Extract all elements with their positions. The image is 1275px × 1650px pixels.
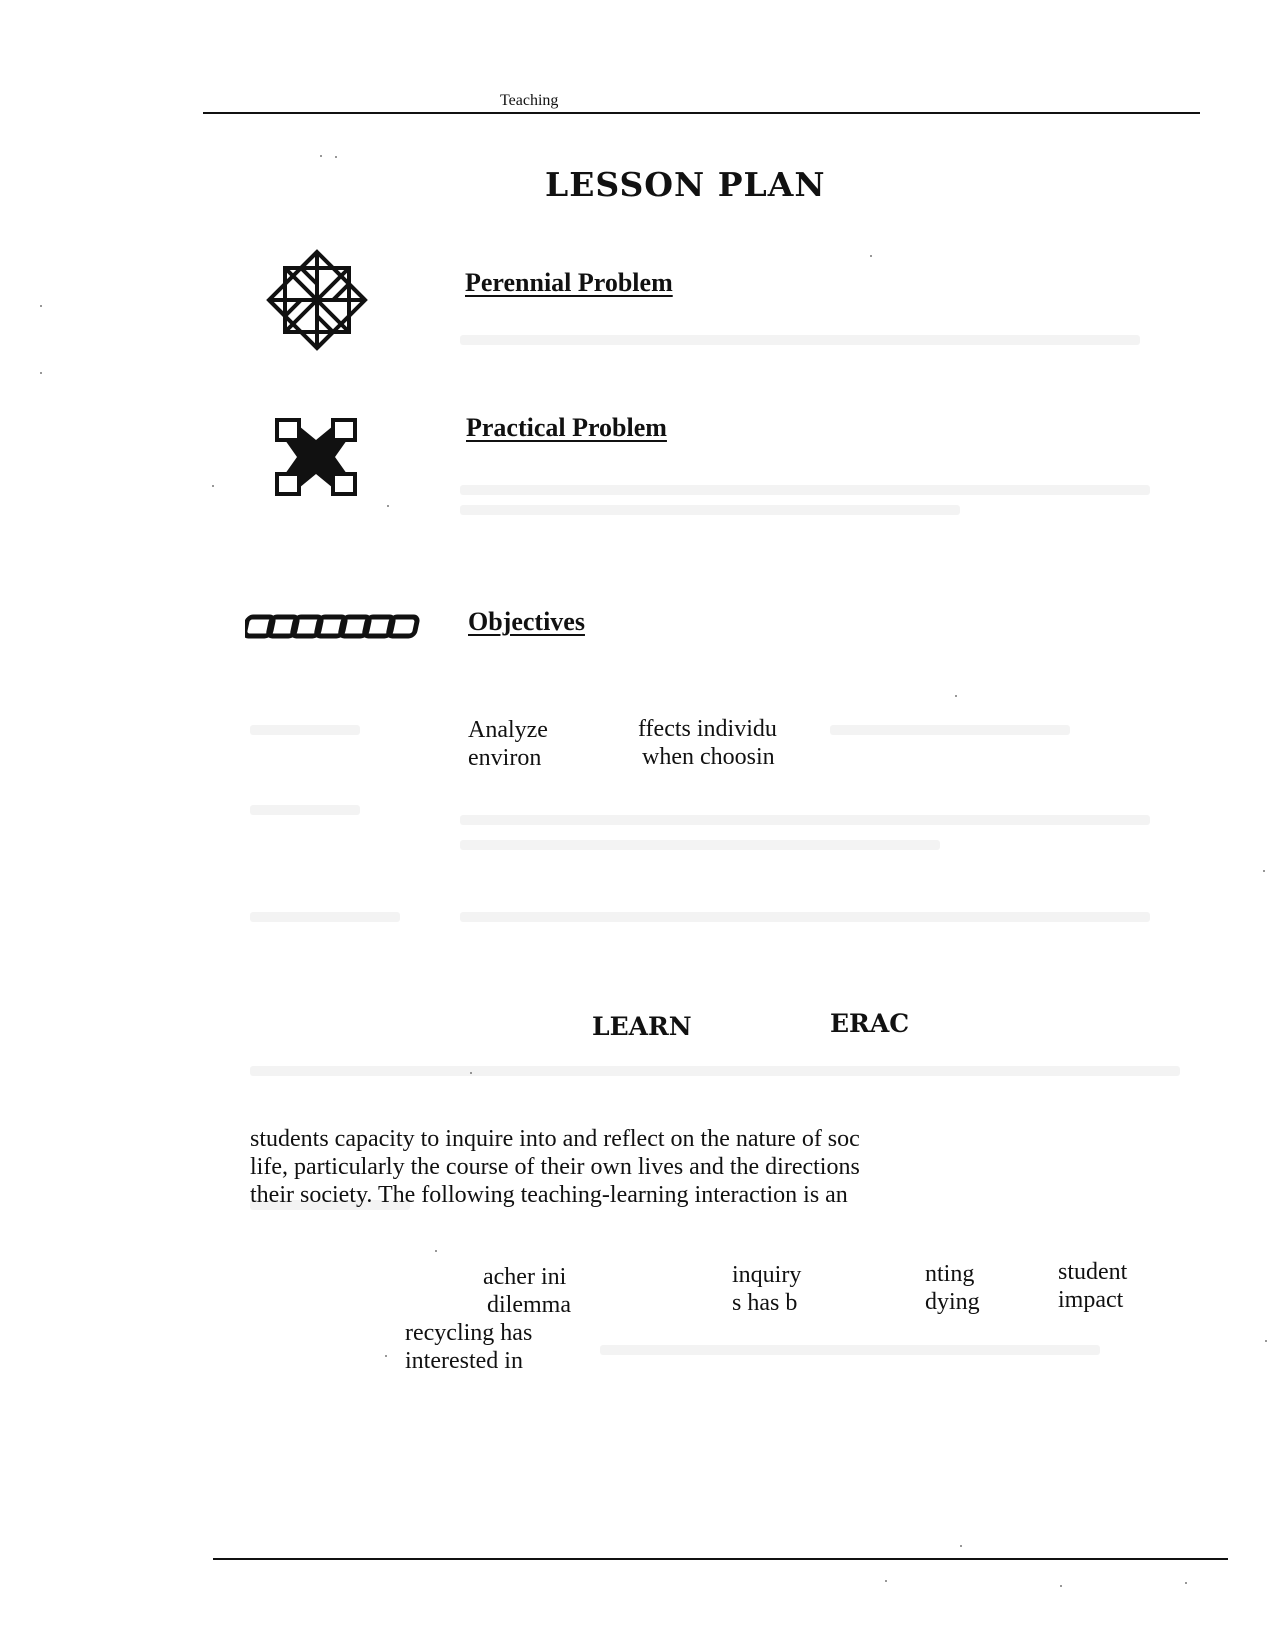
practical-problem-heading: Practical Problem [466, 413, 667, 442]
faded-text-trace [250, 725, 360, 735]
fragment-line: recycling has [405, 1320, 533, 1346]
fragment-line: environ [468, 745, 542, 771]
faded-text-trace [460, 335, 1140, 345]
fragment-line: s has b [732, 1290, 798, 1316]
fragment-line: interested in [405, 1348, 523, 1374]
scan-speck [885, 1580, 887, 1582]
faded-text-trace [460, 505, 960, 515]
page-title: LESSON PLAN [545, 165, 826, 204]
fragment-line: impact [1058, 1287, 1124, 1313]
fragment-line: inquiry [732, 1262, 802, 1288]
pinwheel-icon [265, 248, 369, 352]
faded-text-trace [250, 1066, 1180, 1076]
header-rule [203, 112, 1200, 114]
scan-speck [955, 695, 957, 697]
perennial-problem-heading: Perennial Problem [465, 268, 673, 297]
paragraph-line: their society. The following teaching-learning interaction is an [250, 1182, 848, 1208]
faded-text-trace [250, 912, 400, 922]
scan-speck [435, 1250, 437, 1252]
scan-speck [1060, 1585, 1062, 1587]
subheading-right: ERAC [830, 1009, 910, 1038]
faded-text-trace [460, 815, 1150, 825]
chain-links-icon [245, 612, 425, 640]
fragment-line: student [1058, 1259, 1128, 1285]
scan-speck [385, 1355, 387, 1357]
objectives-fragment-col2 [638, 715, 777, 771]
scan-speck [40, 305, 42, 307]
paragraph-line: life, particularly the course of their own lives and the directions [250, 1154, 860, 1180]
scan-speck [320, 155, 322, 157]
scan-speck [1265, 1340, 1267, 1342]
faded-text-trace [600, 1345, 1100, 1355]
scan-speck [387, 505, 389, 507]
body-paragraph [250, 1125, 860, 1209]
faded-text-trace [460, 485, 1150, 495]
scan-speck [335, 156, 337, 158]
fragment-line: ffects individu [638, 716, 777, 742]
fragment-line: Analyze [468, 717, 548, 743]
cross-blocks-icon [275, 418, 357, 496]
interaction-fragment-col2 [732, 1261, 801, 1317]
scan-speck [40, 372, 42, 374]
interaction-fragment-col3 [925, 1260, 980, 1316]
objectives-heading: Objectives [468, 607, 585, 636]
scan-speck [212, 485, 214, 487]
running-header: Teaching [500, 92, 559, 109]
footer-rule [213, 1558, 1228, 1560]
faded-text-trace [460, 912, 1150, 922]
interaction-fragment-col1 [483, 1263, 571, 1319]
subheading-left: LEARN [592, 1012, 692, 1041]
scan-speck [870, 255, 872, 257]
scan-speck [1185, 1582, 1187, 1584]
fragment-line: when choosin [642, 744, 775, 770]
paragraph-line: students capacity to inquire into and reflect on the nature of soc [250, 1126, 860, 1152]
scan-speck [960, 1545, 962, 1547]
fragment-line: dilemma [487, 1292, 571, 1318]
fragment-line: dying [925, 1289, 980, 1315]
interaction-fragment-col4 [1058, 1258, 1127, 1314]
scan-speck [1263, 870, 1265, 872]
faded-text-trace [460, 840, 940, 850]
fragment-line: acher ini [483, 1264, 567, 1290]
faded-text-trace [830, 725, 1070, 735]
faded-text-trace [250, 805, 360, 815]
scan-speck [470, 1072, 472, 1074]
fragment-line: nting [925, 1261, 975, 1287]
interaction-fragment-col1b [405, 1319, 532, 1375]
objectives-fragment-col1 [468, 716, 548, 772]
